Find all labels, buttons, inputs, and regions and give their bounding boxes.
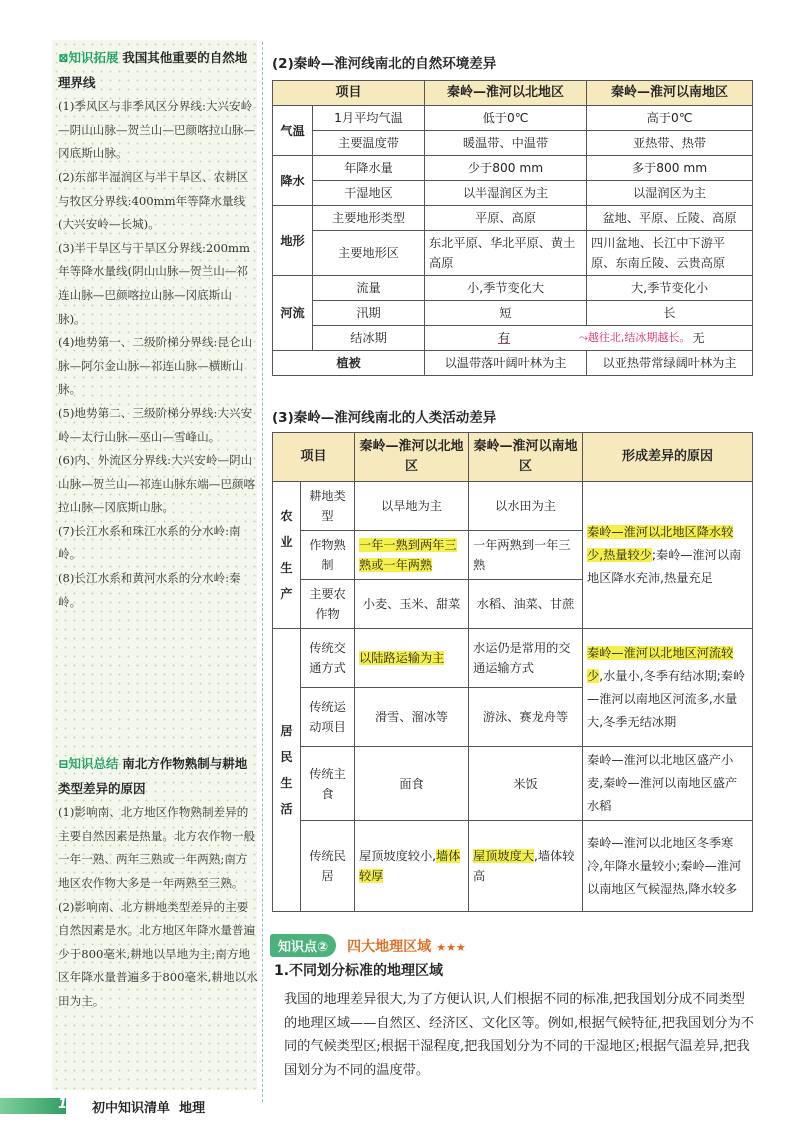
- knowledge-point-banner: [270, 934, 466, 956]
- page-number: 198: [58, 1097, 86, 1112]
- table-cell: 盆地、平原、丘陵、高原: [587, 206, 753, 231]
- table-cell: 主要温度带: [313, 131, 425, 156]
- summary-item: (2)影响南、北方耕地类型差异的主要自然因素是水。北方地区年降水量普遍少于800毫米,耕地以旱地为主;南方地区年降水量普遍多于800毫米,耕地以水田为主。: [58, 899, 258, 1008]
- table-row: [273, 326, 753, 351]
- row-group-label: 河流: [273, 276, 313, 351]
- table-cell: 以半湿润区为主: [425, 181, 587, 206]
- table-cell: 汛期: [313, 301, 425, 326]
- extension-item: (5)地势第二、三级阶梯分界线:大兴安岭—太行山脉—巫山—雪峰山。: [58, 405, 253, 444]
- table-cell: 主要地形区: [313, 231, 425, 276]
- table-cell: 以旱地为主: [355, 482, 469, 531]
- table-cell: 传统运动项目: [301, 688, 355, 747]
- row-group-label: 地形: [273, 206, 313, 276]
- table-cell: [355, 629, 469, 688]
- reason-cell: [583, 629, 753, 747]
- table-cell: [355, 531, 469, 580]
- table-cell: 耕地类型: [301, 482, 355, 531]
- reason-text: ;秦岭—淮河以南地区降水充沛,热量充足: [587, 547, 742, 585]
- table-cell: 传统主食: [301, 747, 355, 821]
- table-cell: 水稻、油菜、甘蔗: [469, 580, 583, 629]
- table-row: [273, 301, 753, 326]
- highlight-text: 秦岭—淮河以北地区河流较少: [587, 645, 734, 683]
- table-cell: 干湿地区: [313, 181, 425, 206]
- table-cell: 1月平均气温: [313, 106, 425, 131]
- table-cell: 水运仍是常用的交通运输方式: [469, 629, 583, 688]
- table-row: [273, 629, 753, 688]
- row-group-label: 居民生活: [273, 629, 301, 912]
- table-row: [273, 747, 753, 821]
- knowledge-point-title: 四大地理区域: [347, 939, 432, 955]
- extension-tag: ⊠知识拓展: [58, 50, 119, 65]
- highlight-text: 以陆路运输为主: [359, 651, 445, 665]
- table-cell: 四川盆地、长江中下游平原、东南丘陵、云贵高原: [587, 231, 753, 276]
- table-cell: 低于0℃: [425, 106, 587, 131]
- summary-icon: ⊟: [58, 756, 69, 771]
- header-cell: 秦岭—淮河以北地区: [355, 433, 469, 482]
- table-row: [273, 181, 753, 206]
- reason-cell: 秦岭—淮河以北地区冬季寒冷,年降水量较小;秦岭—淮河以南地区气候湿热,降水较多: [583, 821, 753, 912]
- reason-text: ,水量小,冬季有结冰期;秦岭—淮河以南地区河流多,水量大,冬季无结冰期: [587, 668, 746, 729]
- extension-box: [58, 46, 258, 614]
- table-cell: 暖温带、中温带: [425, 131, 587, 156]
- table-cell: [355, 821, 469, 912]
- table-cell: 以湿润区为主: [587, 181, 753, 206]
- table-cell: 米饭: [469, 747, 583, 821]
- cell-text: 屋顶坡度较小,: [359, 849, 437, 863]
- table2-title: (2)秦岭—淮河线南北的自然环境差异: [272, 56, 497, 72]
- table-cell: 结冰期: [313, 326, 425, 351]
- table3-title: (3)秦岭—淮河线南北的人类活动差异: [272, 410, 497, 426]
- summary-title: 南北方作物熟制与耕地类型差异的原因: [58, 756, 248, 796]
- row-group-label: 降水: [273, 156, 313, 206]
- reason-cell: [583, 482, 753, 629]
- star-rating-icon: ★★★: [436, 941, 466, 954]
- table-cell: 传统交通方式: [301, 629, 355, 688]
- extension-item: (6)内、外流区分界线:大兴安岭—阴山山脉—贺兰山—祁连山脉东端—巴颜喀拉山脉—冈底斯山脉。: [58, 453, 256, 515]
- table-cell: 短: [425, 301, 587, 326]
- table-cell: 长: [587, 301, 753, 326]
- table-row: [273, 482, 753, 531]
- table-cell: 滑雪、溜冰等: [355, 688, 469, 747]
- highlight-text: 秦岭—淮河以北地区降水较少,热量较少: [587, 524, 734, 562]
- table-header-row: [273, 81, 753, 106]
- header-cell: 项目: [273, 81, 425, 106]
- extension-item: (1)季风区与非季风区分界线:大兴安岭—阴山山脉—贺兰山—巴颜喀拉山脉—冈底斯山脉。: [58, 99, 256, 161]
- table-cell: 主要农作物: [301, 580, 355, 629]
- table-cell: 流量: [313, 276, 425, 301]
- ice-merged-cell: [425, 326, 753, 351]
- footer-page-bar: [0, 1098, 66, 1114]
- row-group-label: 农业生产: [273, 482, 301, 629]
- table-cell: 以亚热带常绿阔叶林为主: [587, 351, 753, 376]
- table-row: [273, 821, 753, 912]
- annotation-arrow-icon: ⤳: [579, 331, 588, 344]
- table-cell: 主要地形类型: [313, 206, 425, 231]
- table-cell: 游泳、赛龙舟等: [469, 688, 583, 747]
- table-row: [273, 276, 753, 301]
- knowledge-point-badge: 知识点②: [270, 934, 336, 957]
- summary-box: [58, 752, 258, 1014]
- human-activity-table: [272, 432, 753, 912]
- table-cell: 面食: [355, 747, 469, 821]
- reason-cell: 秦岭—淮河以北地区盛产小麦,秦岭—淮河以南地区盛产水稻: [583, 747, 753, 821]
- table-cell: 一年两熟到一年三熟: [469, 531, 583, 580]
- row-group-label: 植被: [273, 351, 425, 376]
- extension-item: (7)长江水系和珠江水系的分水岭:南岭。: [58, 523, 241, 562]
- table-cell: 多于800 mm: [587, 156, 753, 181]
- natural-environment-table: [272, 80, 753, 376]
- table-row: [273, 231, 753, 276]
- highlight-text: 墙体较厚: [359, 849, 461, 883]
- table-cell: 年降水量: [313, 156, 425, 181]
- header-cell: 秦岭—淮河以南地区: [587, 81, 753, 106]
- column-divider: [262, 42, 263, 1102]
- table-cell: 少于800 mm: [425, 156, 587, 181]
- ice-annotation: 越往北,结冰期越长。: [587, 331, 691, 344]
- highlight-text: 一年一熟到两年三熟或一年两熟: [359, 538, 457, 572]
- extension-icon: ⊠: [58, 50, 69, 65]
- paragraph-text: 我国的地理差异很大,为了方便认识,人们根据不同的标准,把我国划分成不同类型的地理区域——自然区、经济区、文化区等。例如,根据气候特征,把我国划分为不同的气候类型区;根据干湿程度,把我国划分为不同的干湿地区;根据气温差异,把我国划分为不同的温度带。: [284, 992, 754, 1078]
- ice-south: 无: [692, 331, 705, 345]
- table-row: [273, 131, 753, 156]
- table-header-row: [273, 433, 753, 482]
- header-cell: 秦岭—淮河以北地区: [425, 81, 587, 106]
- table-row: [273, 106, 753, 131]
- extension-title: 我国其他重要的自然地理界线: [58, 50, 248, 90]
- header-cell: 形成差异的原因: [583, 433, 753, 482]
- table-cell: 平原、高原: [425, 206, 587, 231]
- summary-item: (1)影响南、北方地区作物熟制差异的主要自然因素是热量。北方农作物一般一年一熟、两年三熟或一年两熟;南方地区农作物大多是一年两熟至三熟。: [58, 805, 256, 890]
- table-cell: 作物熟制: [301, 531, 355, 580]
- cell-text: ,墙体较高: [473, 849, 575, 883]
- table-cell: 传统民居: [301, 821, 355, 912]
- table-row: [273, 206, 753, 231]
- row-group-label: 气温: [273, 106, 313, 156]
- header-cell: 秦岭—淮河以南地区: [469, 433, 583, 482]
- table-cell: 以水田为主: [469, 482, 583, 531]
- table-cell: 大,季节变化小: [587, 276, 753, 301]
- table-row: [273, 156, 753, 181]
- extension-item: (2)东部半湿润区与半干旱区、农耕区与牧区分界线:400mm年等降水量线(大兴安岭—长城)。: [58, 169, 249, 232]
- extension-item: (3)半干旱区与干旱区分界线:200mm年等降水量线(阴山山脉—贺兰山—祁连山脉—巴颜喀拉山脉—冈底斯山脉)。: [58, 240, 250, 326]
- table-cell: 小麦、玉米、甜菜: [355, 580, 469, 629]
- book-name: 初中知识清单: [92, 1101, 171, 1116]
- section-paragraph: [284, 988, 756, 1082]
- footer-book-title: [92, 1097, 205, 1116]
- ice-north: 有: [497, 331, 511, 345]
- table-cell: [469, 821, 583, 912]
- summary-tag: ⊟知识总结: [58, 756, 119, 771]
- section-heading: 1.不同划分标准的地理区域: [274, 963, 444, 979]
- table-row: [273, 351, 753, 376]
- header-cell: 项目: [273, 433, 355, 482]
- highlight-text: 屋顶坡度大: [473, 849, 534, 863]
- table-cell: 以温带落叶阔叶林为主: [425, 351, 587, 376]
- table-cell: 东北平原、华北平原、黄土高原: [425, 231, 587, 276]
- table-cell: 高于0℃: [587, 106, 753, 131]
- table-cell: 亚热带、热带: [587, 131, 753, 156]
- extension-item: (8)长江水系和黄河水系的分水岭:秦岭。: [58, 571, 241, 609]
- table-cell: 小,季节变化大: [425, 276, 587, 301]
- subject-name: 地理: [179, 1101, 206, 1116]
- extension-item: (4)地势第一、二级阶梯分界线:昆仑山脉—阿尔金山脉—祁连山脉—横断山脉。: [58, 335, 253, 397]
